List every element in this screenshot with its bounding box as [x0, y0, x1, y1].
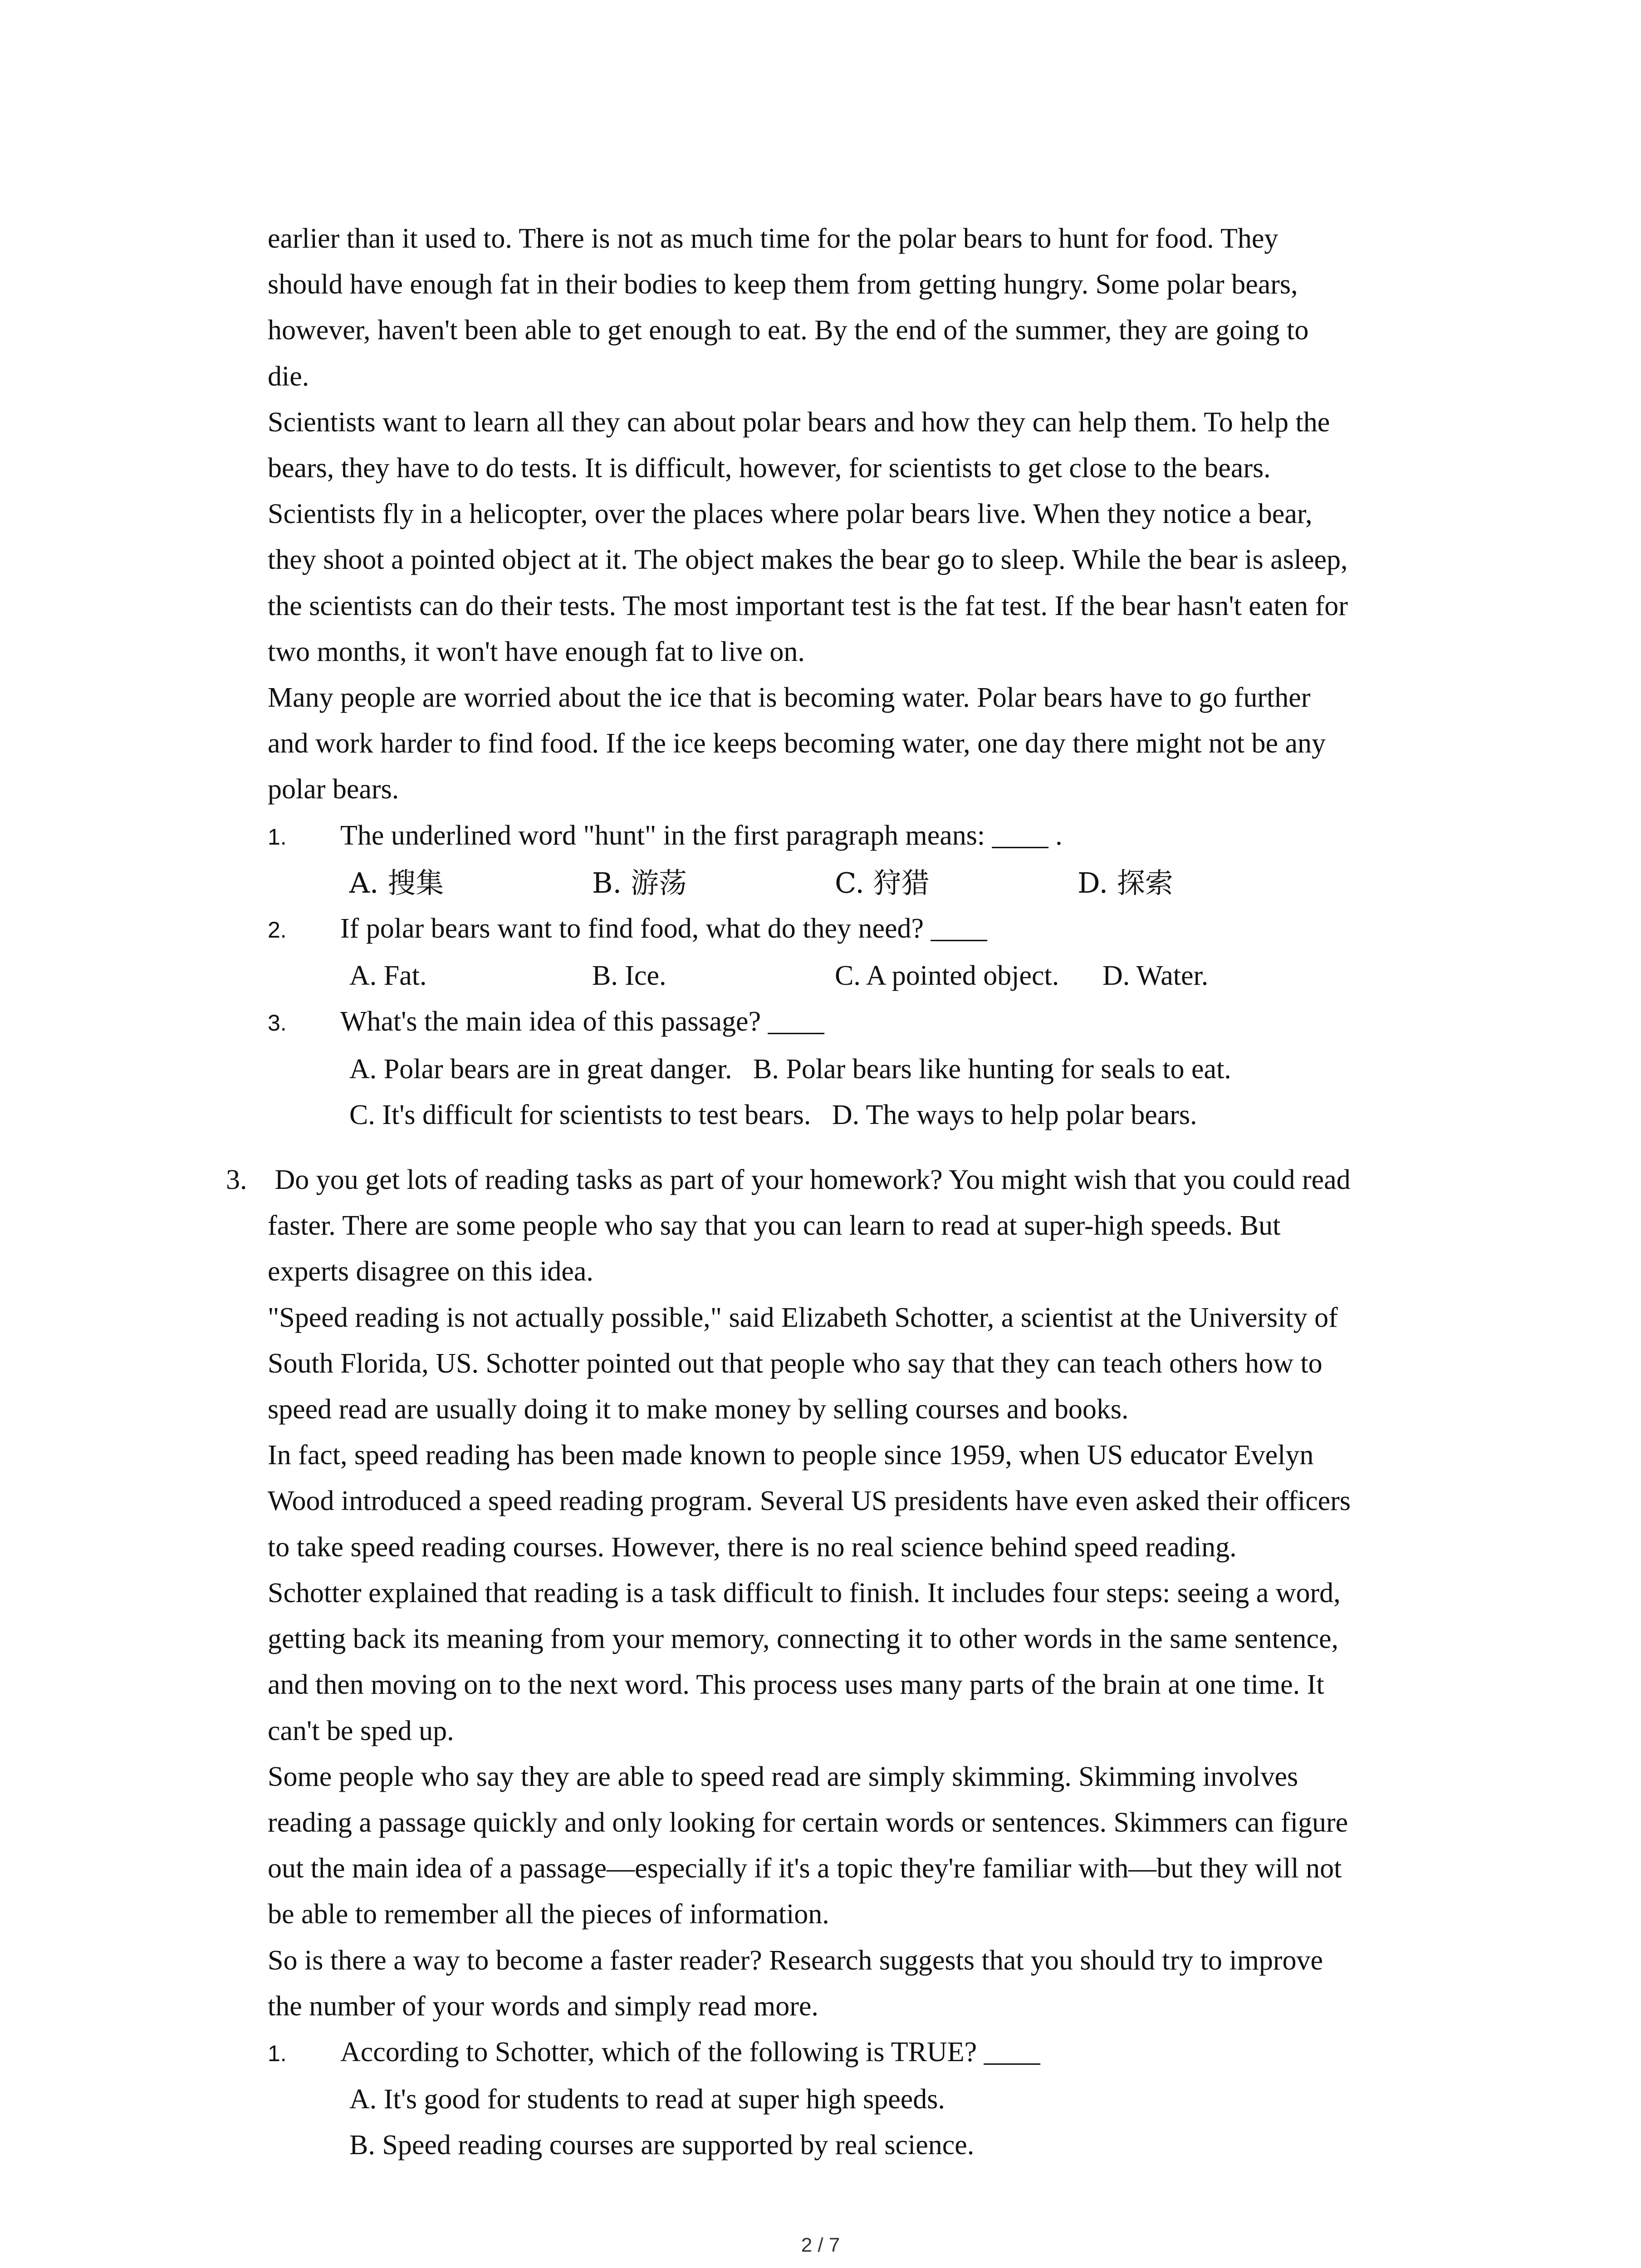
- question-stem: What's the main idea of this passage? ____: [340, 1006, 824, 1037]
- passage-line: In fact, speed reading has been made known to people since 1959, when US educator Evelyn: [268, 1440, 1314, 1471]
- question-item: [268, 999, 1465, 1046]
- option-a: A. 搜集: [349, 866, 444, 899]
- passage-line: South Florida, US. Schotter pointed out that people who say that they can teach others how to: [268, 1348, 1323, 1379]
- question-number: 1.: [268, 824, 287, 850]
- passage-line: speed read are usually doing it to make money by selling courses and books.: [268, 1394, 1129, 1425]
- question-options: [268, 860, 1465, 906]
- passage-line: should have enough fat in their bodies to keep them from getting hungry. Some polar bears,: [268, 269, 1298, 300]
- passage-line: out the main idea of a passage—especially if it's a topic they're familiar with—but they will not: [268, 1853, 1342, 1884]
- option-a: A. Fat.: [349, 960, 427, 992]
- passage-line: die.: [268, 361, 309, 392]
- option-d: D. 探索: [1078, 866, 1173, 899]
- passage-line: getting back its meaning from your memory, connecting it to other words in the same sentence,: [268, 1623, 1338, 1655]
- document-body: [226, 216, 1465, 2169]
- question-number: 3.: [268, 1010, 287, 1036]
- question-stem: The underlined word "hunt" in the first paragraph means: ____ .: [340, 820, 1063, 851]
- passage-line: faster. There are some people who say that you can learn to read at super-high speeds. But: [268, 1210, 1281, 1242]
- question-number: 1.: [268, 2040, 287, 2066]
- passage-line: the scientists can do their tests. The most important test is the fat test. If the bear hasn't eaten for: [268, 590, 1348, 621]
- option-b: B. 游荡: [592, 866, 687, 899]
- passage-line: Many people are worried about the ice that is becoming water. Polar bears have to go further: [268, 682, 1311, 714]
- passage-line: bears, they have to do tests. It is difficult, however, for scientists to get close to the bears.: [268, 453, 1271, 484]
- passage-line: two months, it won't have enough fat to live on.: [268, 636, 805, 667]
- option-d: D. Water.: [1102, 960, 1209, 992]
- passage-line: and then moving on to the next word. This process uses many parts of the brain at one time. It: [268, 1669, 1324, 1701]
- passage-line: Wood introduced a speed reading program. Several US presidents have even asked their officers: [268, 1486, 1351, 1517]
- passage-line: to take speed reading courses. However, there is no real science behind speed reading.: [268, 1531, 1237, 1563]
- passage-line: Scientists want to learn all they can about polar bears and how they can help them. To help the: [268, 406, 1330, 438]
- passage-line: they shoot a pointed object at it. The object makes the bear go to sleep. While the bear is asleep,: [268, 544, 1348, 576]
- passage-2: [268, 216, 1465, 1138]
- passage-line: and work harder to find food. If the ice keeps becoming water, one day there might not be any: [268, 728, 1326, 759]
- question-options: C. It's difficult for scientists to test bears. D. The ways to help polar bears.: [349, 1099, 1197, 1130]
- passage-line: however, haven't been able to get enough to eat. By the end of the summer, they are going to: [268, 315, 1309, 346]
- passage-line: reading a passage quickly and only looking for certain words or sentences. Skimmers can figure: [268, 1807, 1348, 1838]
- question-number: 2.: [268, 917, 287, 943]
- passage-line: Do you get lots of reading tasks as part of your homework? You might wish that you could read: [268, 1164, 1351, 1196]
- passage-line: earlier than it used to. There is not as much time for the polar bears to hunt for food. They: [268, 223, 1279, 254]
- passage-line: the number of your words and simply read more.: [268, 1990, 818, 2022]
- passage-line: can't be sped up.: [268, 1715, 454, 1746]
- passage-line: So is there a way to become a faster reader? Research suggests that you should try to improve: [268, 1945, 1323, 1976]
- question-stem: According to Schotter, which of the following is TRUE? ____: [340, 2036, 1040, 2068]
- page-number: 2 / 7: [801, 2234, 840, 2256]
- question-item: [268, 813, 1465, 860]
- question-item: [268, 906, 1465, 953]
- passage-3: [226, 1157, 1465, 2168]
- question-options: B. Speed reading courses are supported by real science.: [349, 2130, 975, 2161]
- passage-line: Schotter explained that reading is a task difficult to finish. It includes four steps: seeing a word,: [268, 1577, 1341, 1608]
- question-options: [268, 953, 1465, 999]
- passage-line: polar bears.: [268, 774, 399, 805]
- passage-line: be able to remember all the pieces of information.: [268, 1899, 829, 1930]
- question-item: [268, 2029, 1465, 2077]
- option-c: C. 狩猎: [835, 866, 930, 899]
- passage-number: 3.: [226, 1164, 247, 1196]
- passage-line: "Speed reading is not actually possible," said Elizabeth Schotter, a scientist at the University of: [268, 1302, 1338, 1333]
- passage-line: Some people who say they are able to speed read are simply skimming. Skimming involves: [268, 1761, 1298, 1792]
- option-c: C. A pointed object.: [835, 960, 1059, 992]
- passage-line: Scientists fly in a helicopter, over the places where polar bears live. When they notice a bear,: [268, 499, 1313, 530]
- question-options: A. It's good for students to read at super high speeds.: [349, 2084, 945, 2115]
- passage-line: experts disagree on this idea.: [268, 1256, 593, 1287]
- option-b: B. Ice.: [592, 960, 666, 992]
- question-stem: If polar bears want to find food, what do they need? ____: [340, 913, 987, 944]
- question-options: A. Polar bears are in great danger. B. Polar bears like hunting for seals to eat.: [349, 1053, 1231, 1085]
